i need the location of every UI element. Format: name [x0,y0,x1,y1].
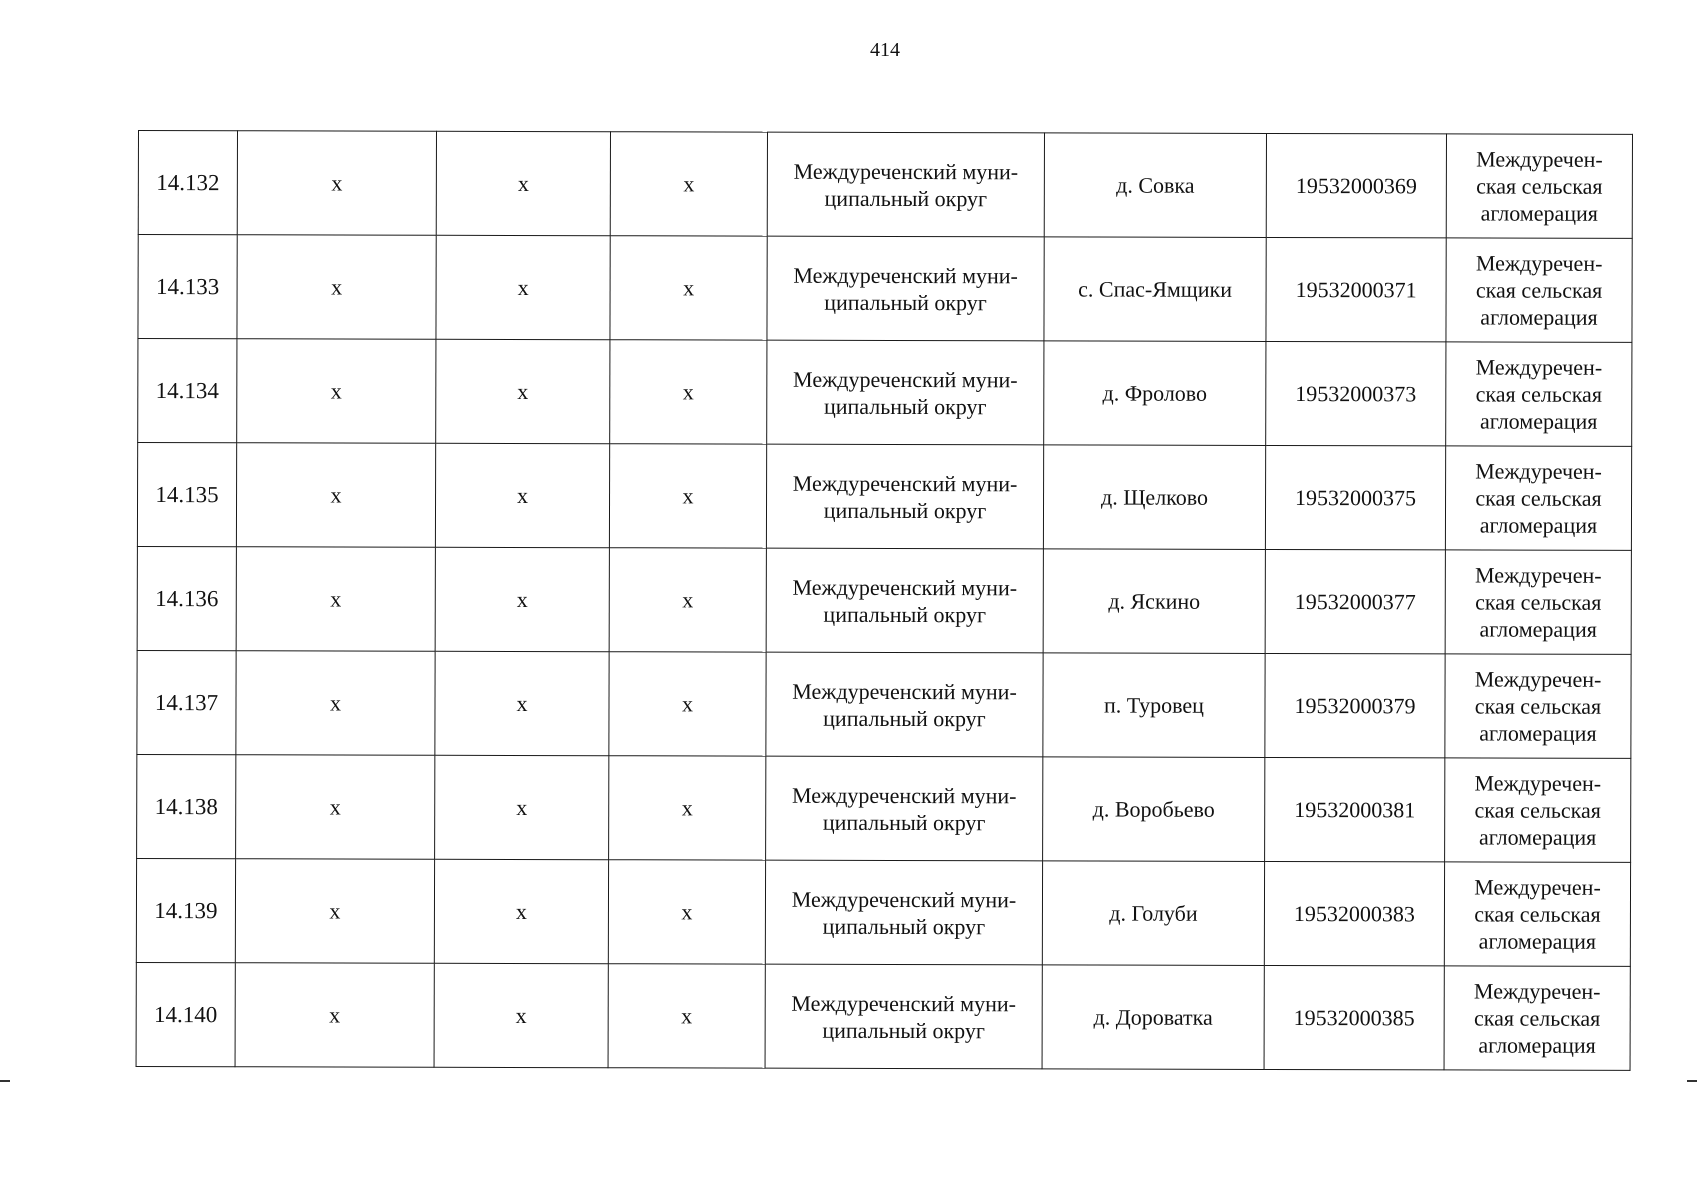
table-row [137,546,1631,654]
district-cell [767,236,1044,341]
mark-cell: х [610,132,767,236]
left-edge-mark [0,1080,10,1082]
row-number-cell: 14.134 [138,339,237,443]
row-number-cell: 14.137 [137,650,236,754]
agglomeration-cell [1444,966,1630,1070]
district-cell [765,860,1042,965]
mark-cell: х [436,235,610,339]
district-cell-line: ципальный округ [824,289,987,315]
district-cell-line: Междуреченский муни- [791,886,1017,912]
agglomeration-cell-line: Междуречен- [1475,458,1602,484]
right-edge-mark [1687,1080,1697,1082]
settlements-table [136,130,1633,1071]
table-body [136,131,1632,1071]
page-number: 414 [870,39,900,61]
agglomeration-cell-line: агломерация [1478,928,1597,954]
oktmo-code-cell: 19532000377 [1265,549,1445,653]
district-cell-line: Междуреченский муни- [792,574,1018,600]
row-number-cell: 14.133 [138,235,237,339]
mark-cell: х [235,859,434,964]
district-cell [767,132,1044,237]
mark-cell: х [434,963,608,1067]
settlement-cell: д. Совка [1044,133,1266,238]
district-cell-line: ципальный округ [823,497,987,523]
district-cell [767,340,1044,445]
mark-cell: х [435,443,609,547]
agglomeration-cell-line: ская сельская [1475,485,1602,511]
agglomeration-cell-line: агломерация [1480,304,1598,330]
agglomeration-cell-line: Междуречен- [1473,978,1601,1004]
oktmo-code-cell: 19532000371 [1266,237,1446,341]
mark-cell: х [236,755,435,860]
district-cell-line: Междуреченский муни- [792,678,1017,704]
settlement-cell: д. Щелково [1043,445,1265,550]
row-number-cell: 14.132 [138,131,237,235]
agglomeration-cell [1445,654,1631,758]
agglomeration-cell-line: Междуречен- [1475,250,1603,276]
mark-cell: х [610,340,767,444]
agglomeration-cell-line: Междуречен- [1475,562,1602,588]
mark-cell: х [609,652,766,756]
settlement-cell: д. Воробьево [1043,757,1265,862]
mark-cell: х [609,444,766,548]
agglomeration-cell-line: ская сельская [1474,797,1601,823]
mark-cell: х [435,755,609,859]
settlement-cell: п. Туровец [1043,653,1265,758]
table-row [138,235,1632,343]
agglomeration-cell-line: Междуречен- [1474,874,1601,900]
table-row [138,131,1632,239]
agglomeration-cell-line: ская сельская [1473,1005,1601,1031]
district-cell [766,652,1043,757]
mark-cell: х [237,339,436,444]
oktmo-code-cell: 19532000379 [1265,653,1445,757]
mark-cell: х [236,651,435,756]
district-cell-line: Междуреченский муни- [793,158,1019,184]
agglomeration-cell [1445,758,1631,862]
mark-cell: х [435,547,609,651]
agglomeration-cell-line: агломерация [1480,408,1598,434]
mark-cell: х [608,860,765,964]
agglomeration-cell [1446,238,1632,342]
agglomeration-cell [1446,342,1632,446]
district-cell [766,548,1043,653]
settlement-cell: д. Яскино [1043,549,1265,654]
table-row [137,650,1631,758]
agglomeration-cell-line: агломерация [1478,824,1597,850]
mark-cell: х [609,756,766,860]
agglomeration-cell-line: агломерация [1479,512,1598,538]
mark-cell: х [435,651,609,755]
row-number-cell: 14.140 [136,962,235,1066]
mark-cell: х [609,548,766,652]
mark-cell: х [608,964,765,1068]
mark-cell: х [236,443,435,548]
table-row [138,339,1632,447]
district-cell-line: Междуреченский муни- [793,366,1018,392]
district-cell-line: Междуреченский муни- [792,470,1018,496]
district-cell-line: ципальный округ [823,601,987,627]
district-cell-line: ципальный округ [822,809,986,835]
agglomeration-cell-line: Междуречен- [1474,666,1602,692]
table-row [136,858,1630,966]
settlement-cell: с. Спас-Ямщики [1044,237,1266,342]
table-row [136,962,1630,1070]
oktmo-code-cell: 19532000385 [1264,965,1444,1069]
district-cell [766,444,1043,549]
district-cell-line: Междуреченский муни- [793,262,1018,288]
settlement-cell: д. Фролово [1044,341,1266,446]
mark-cell: х [436,131,610,235]
oktmo-code-cell: 19532000383 [1264,861,1444,965]
district-cell-line: ципальный округ [822,913,986,939]
settlement-cell: д. Голуби [1042,861,1264,966]
table-row [137,754,1631,862]
oktmo-code-cell: 19532000369 [1266,133,1446,237]
mark-cell: х [434,859,608,963]
district-cell-line: ципальный округ [824,185,988,211]
agglomeration-cell-line: ская сельская [1474,693,1602,719]
agglomeration-cell-line: агломерация [1478,1032,1596,1058]
district-cell-line: ципальный округ [822,1017,985,1043]
agglomeration-cell-line: агломерация [1479,616,1597,642]
district-cell-line: ципальный округ [823,393,987,419]
agglomeration-cell-line: Междуречен- [1474,770,1602,796]
district-cell [765,964,1042,1069]
mark-cell: х [237,131,436,236]
agglomeration-cell-line: агломерация [1480,200,1598,226]
agglomeration-cell [1445,446,1631,550]
agglomeration-cell-line: ская сельская [1475,589,1602,615]
mark-cell: х [235,963,434,1068]
agglomeration-cell-line: Междуречен- [1475,354,1603,380]
table-row [137,443,1631,551]
row-number-cell: 14.139 [136,858,235,962]
mark-cell: х [237,235,436,340]
oktmo-code-cell: 19532000373 [1266,341,1446,445]
agglomeration-cell-line: ская сельская [1475,277,1603,303]
district-cell [766,756,1043,861]
district-cell-line: Междуреченский муни- [791,990,1017,1016]
agglomeration-cell [1446,134,1632,238]
district-cell-line: ципальный округ [823,705,986,731]
settlement-cell: д. Дороватка [1042,965,1264,1070]
agglomeration-cell-line: ская сельская [1474,901,1601,927]
mark-cell: х [610,236,767,340]
agglomeration-cell-line: ская сельская [1475,381,1603,407]
row-number-cell: 14.138 [137,754,236,858]
mark-cell: х [436,339,610,443]
oktmo-code-cell: 19532000381 [1265,757,1445,861]
row-number-cell: 14.135 [137,443,236,547]
mark-cell: х [236,547,435,652]
agglomeration-cell-line: агломерация [1479,720,1597,746]
agglomeration-cell-line: Междуречен- [1476,146,1603,172]
row-number-cell: 14.136 [137,546,236,650]
oktmo-code-cell: 19532000375 [1265,445,1445,549]
district-cell-line: Междуреченский муни- [791,782,1017,808]
agglomeration-cell-line: ская сельская [1476,173,1603,199]
agglomeration-cell [1445,550,1631,654]
agglomeration-cell [1444,862,1630,966]
